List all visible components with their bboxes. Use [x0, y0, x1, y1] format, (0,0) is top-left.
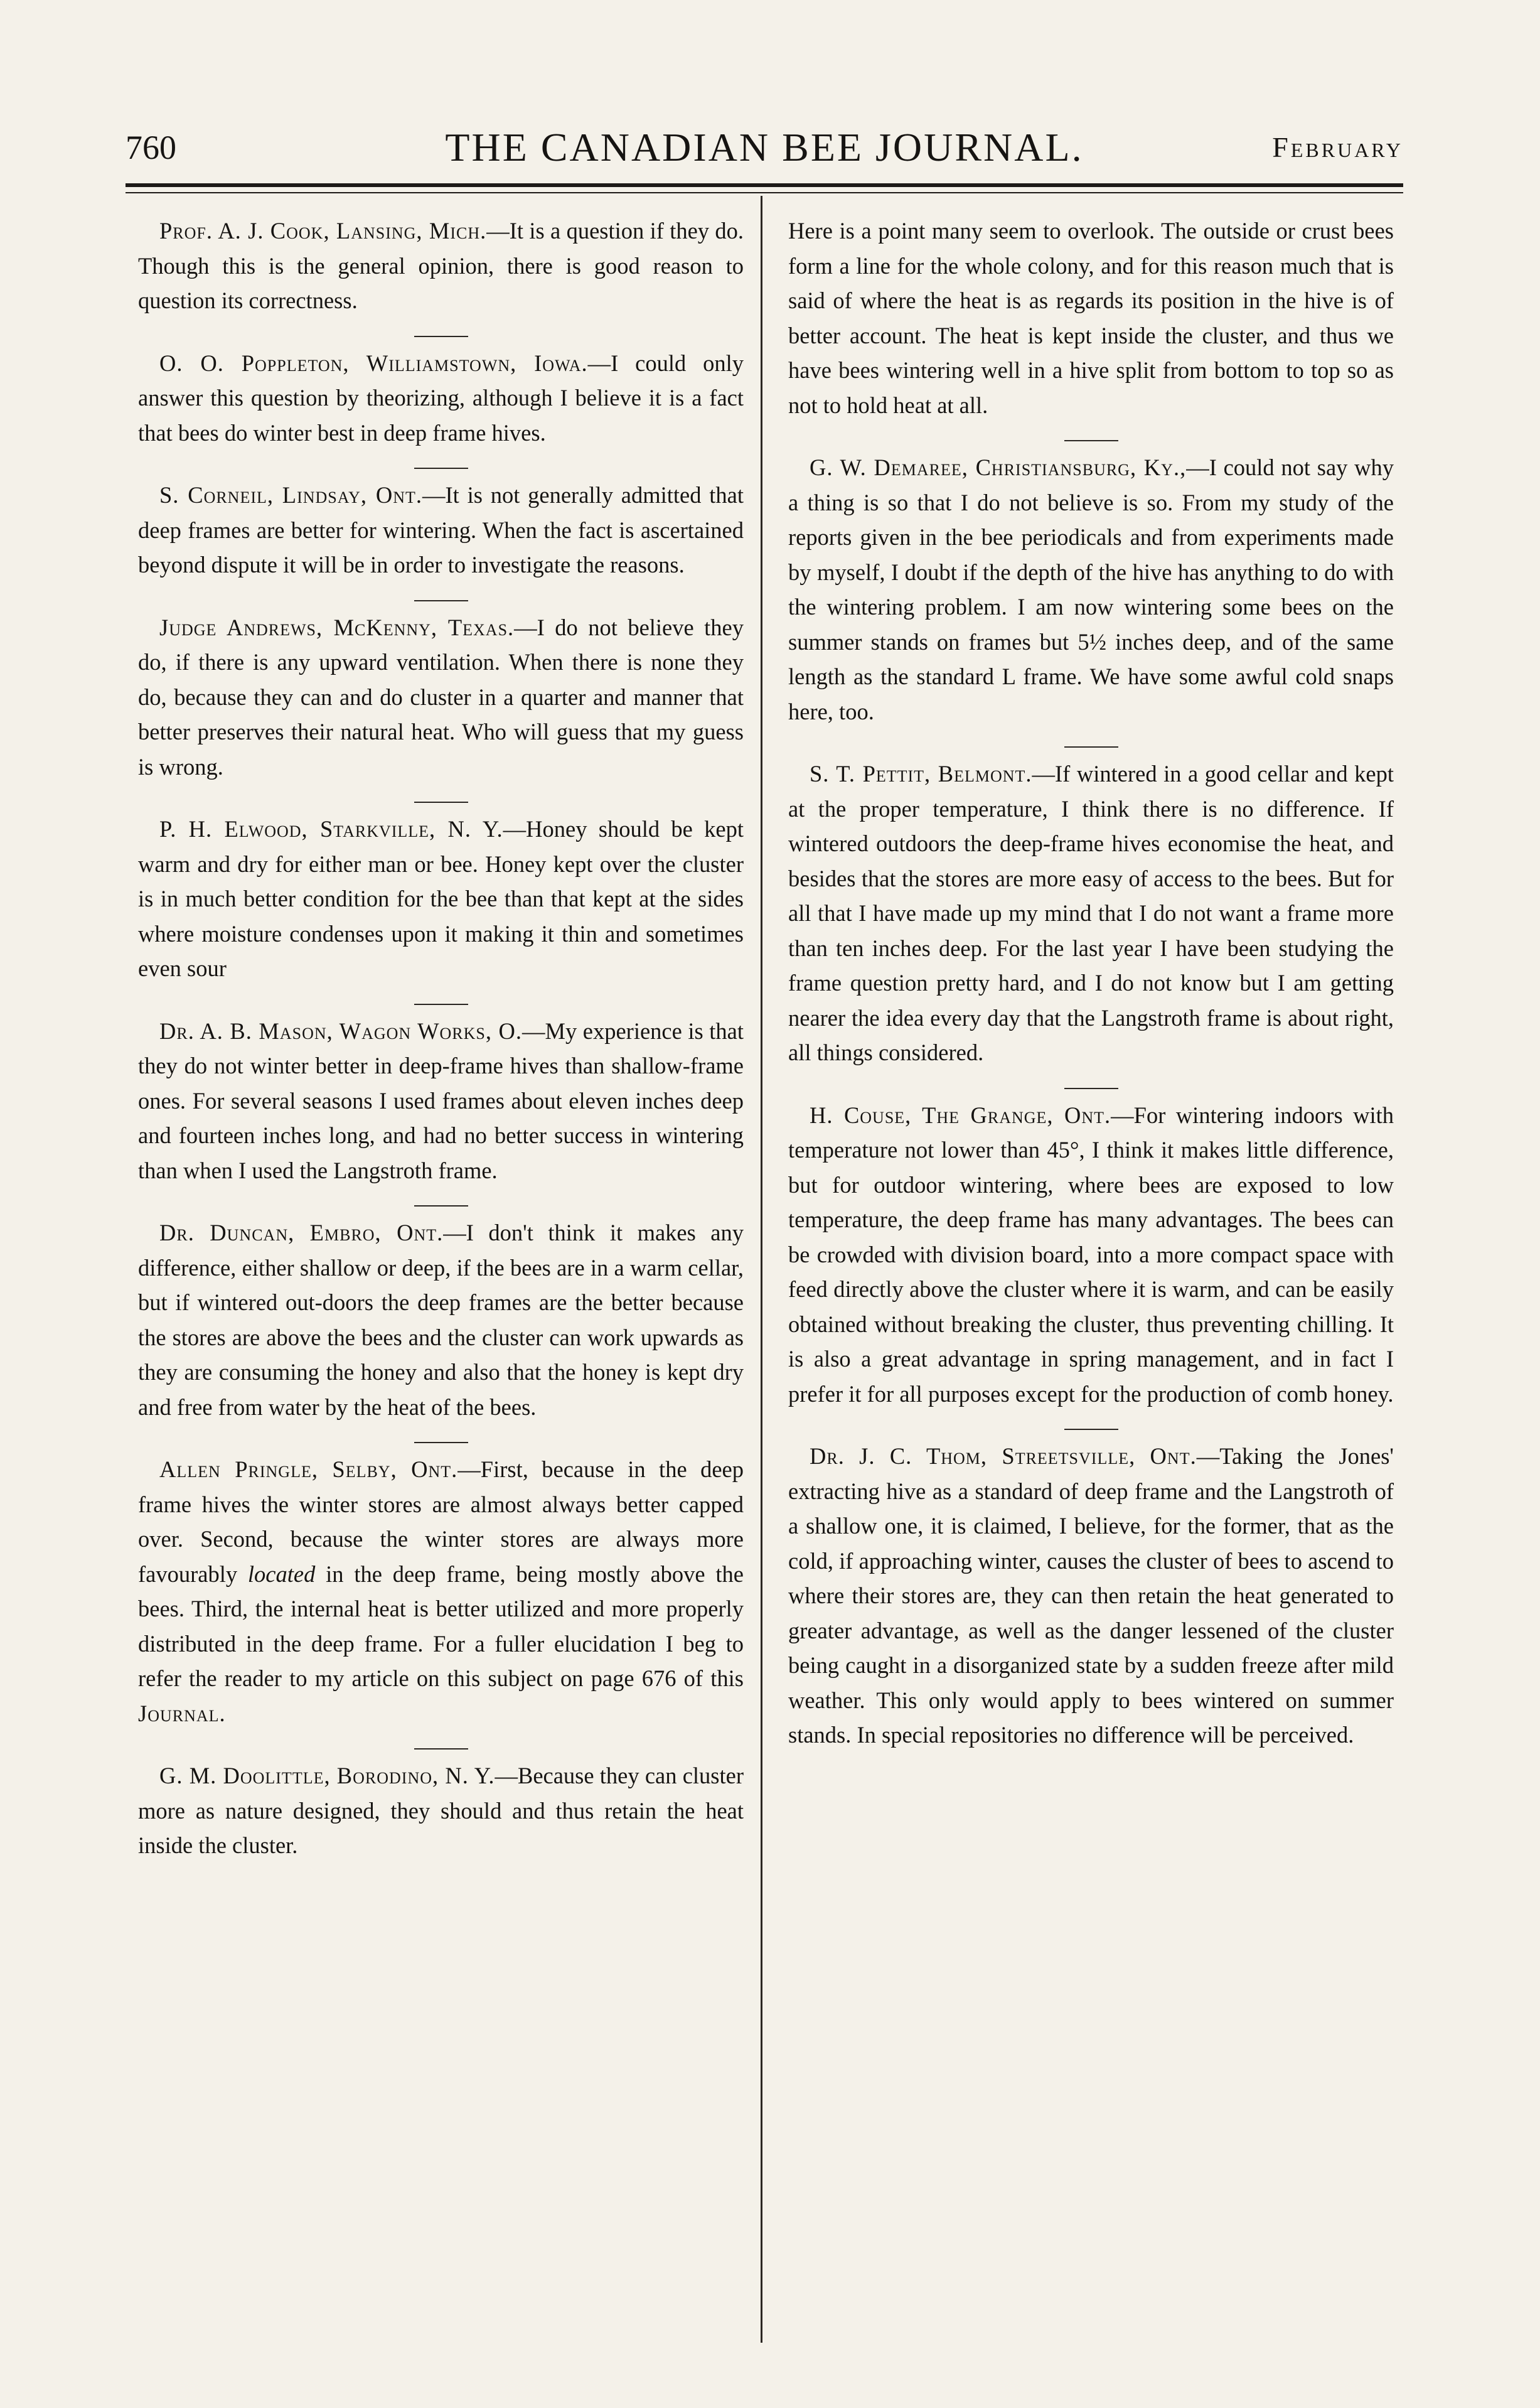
reply-text: —Honey should be kept warm and dry for either man or bee. Honey kept over the cluster is in much better condition for the bee than that kept at the sides where moisture condenses upon it making it thin and sometimes even sour — [138, 816, 744, 981]
header-rule-thick — [126, 183, 1403, 187]
reply-text: . — [219, 1700, 225, 1726]
reply-text: —It is not generally admitted that deep frames are better for wintering. When the fact is ascertained beyond dispute it will be in order to investigate the reasons. — [138, 482, 744, 578]
journal-title: THE CANADIAN BEE JOURNAL. — [445, 125, 1084, 169]
reply-text: —For wintering indoors with temperature not lower than 45°, I think it makes little difference, but for outdoor wintering, where bees are exposed to low temperature, the deep frame has many advantages. The bees can be crowded with division board, into a more compact space with feed directly above the cluster where it is warm, and can be easily obtained without breaking the cluster, thus preventing chilling. It is also a great advantage in spring management, and in fact I prefer it for all purposes except for the production of comb honey. — [788, 1102, 1394, 1407]
author-name: Dr. J. C. Thom, Streetsville, Ont. — [810, 1443, 1197, 1469]
reply-text: —I could not say why a thing is so that I do not believe is so. From my study of the reports given in the bee periodicals and from experiments made by myself, I doubt if the depth of the hive has anything to do with the wintering problem. I am now wintering some bees on the summer stands on frames but 5½ inches deep, and of the same length as the standard L frame. We have some awful cold snaps here, too. — [788, 454, 1394, 724]
separator-rule — [414, 1205, 468, 1207]
reply-text: —My experience is that they do not winter better in deep-frame hives than shallow-frame ones. For several seasons I used frames about eleven inches deep and fourteen inches long, and had no better success in wintering than when I used the Langstroth frame. — [138, 1018, 744, 1183]
right-column — [788, 213, 1394, 1770]
reply-mason — [138, 1014, 744, 1188]
reply-text: in the deep frame, being mostly above the bees. Third, the internal heat is better utilized and more properly distributed in the deep frame. For a fuller elucidation I beg to refer the reader to my article on this subject on page 676 of this — [138, 1561, 744, 1691]
italic-word: located — [247, 1561, 316, 1587]
reply-text: —First, because in the deep frame hives the winter stores are almost always better capped over. Second, because the winter stores are always more favourably — [138, 1456, 744, 1587]
reply-demaree — [788, 450, 1394, 729]
separator-rule — [1064, 1429, 1118, 1430]
reply-elwood — [138, 812, 744, 986]
author-name: G. M. Doolittle, Borodino, N. Y. — [159, 1763, 495, 1788]
page-number: 760 — [126, 129, 176, 166]
separator-rule — [1064, 746, 1118, 748]
separator-rule — [414, 336, 468, 337]
author-name: S. Corneil, Lindsay, Ont. — [159, 482, 422, 508]
reply-text: —If wintered in a good cellar and kept at the proper temperature, I think there is no difference. If wintered outdoors the deep-frame hives economise the heat, and besides that the stores are more easy of access to the bees. But for all that I have made up my mind that I do not want a frame more than ten inches deep. For the last year I have been studying the frame question pretty hard, and I do not know but I am getting nearer the idea every day that the Langstroth frame is about right, all things considered. — [788, 761, 1394, 1065]
reply-cook — [138, 213, 744, 318]
author-name: O. O. Poppleton, Williamstown, Iowa. — [159, 350, 588, 376]
author-name: Prof. A. J. Cook, Lansing, Mich. — [159, 218, 487, 244]
author-name: H. Couse, The Grange, Ont. — [810, 1102, 1111, 1128]
reply-text: —I could only answer this question by theorizing, although I believe it is a fact that bees do winter best in deep frame hives. — [138, 350, 744, 446]
author-name: S. T. Pettit, Belmont. — [810, 761, 1032, 787]
reply-doolittle — [138, 1758, 744, 1863]
author-name: Dr. Duncan, Embro, Ont. — [159, 1220, 444, 1245]
separator-rule — [414, 1004, 468, 1005]
reply-thom — [788, 1439, 1394, 1753]
reply-couse — [788, 1098, 1394, 1412]
author-name: G. W. Demaree, Christiansburg, Ky., — [810, 454, 1187, 480]
reply-pringle — [138, 1452, 744, 1731]
reply-duncan — [138, 1215, 744, 1424]
separator-rule — [414, 468, 468, 469]
author-name: Dr. A. B. Mason, Wagon Works, O. — [159, 1018, 523, 1044]
reply-text: —Taking the Jones' extracting hive as a standard of deep frame and the Langstroth of a shallow one, it is claimed, I believe, for the former, that as the cold, if approaching winter, causes the cluster of bees to ascend to where their stores are, they can then retain the heat generated to greater advantage, as well as the danger lessened of the cluster being caught in a disorganized state by a sudden freeze after mild weather. This only would apply to bees wintered on summer stands. In special repositories no difference will be perceived. — [788, 1443, 1394, 1748]
page-header — [126, 123, 1403, 180]
header-rule-thin — [126, 192, 1403, 193]
reply-pettit — [788, 756, 1394, 1070]
separator-rule — [1064, 1088, 1118, 1089]
separator-rule — [1064, 440, 1118, 441]
left-column — [138, 213, 744, 1881]
reply-text: —Because they can cluster more as nature designed, they should and thus retain the heat inside the cluster. — [138, 1763, 744, 1858]
reply-andrews — [138, 610, 744, 785]
separator-rule — [414, 1442, 468, 1443]
author-name: Allen Pringle, Selby, Ont. — [159, 1456, 458, 1482]
reply-text: Here is a point many seem to overlook. The outside or crust bees form a line for the whole colony, and for this reason much that is said of where the heat is as regards its position in the hive is of better account. The heat is kept inside the cluster, and thus we have bees wintering well in a hive split from bottom to top so as not to hold heat at all. — [788, 218, 1394, 418]
reply-corneil — [138, 478, 744, 583]
author-name: Judge Andrews, McKenny, Texas. — [159, 614, 515, 640]
separator-rule — [414, 802, 468, 803]
reply-poppleton — [138, 346, 744, 451]
journal-word: Journal — [138, 1700, 220, 1726]
column-divider — [761, 196, 762, 2343]
reply-text: —It is a question if they do. Though this is the general opinion, there is good reason to question its correctness. — [138, 218, 744, 313]
reply-doolittle-continued — [788, 213, 1394, 422]
reply-text: —I don't think it makes any difference, either shallow or deep, if the bees are in a warm cellar, but if wintered out-doors the deep frames are the better because the stores are above the bees and the cluster can work upwards as they are consuming the honey and also that the honey is kept dry and free from water by the heat of the bees. — [138, 1220, 744, 1420]
author-name: P. H. Elwood, Starkville, N. Y. — [159, 816, 503, 842]
issue-month: February — [1272, 131, 1403, 163]
separator-rule — [414, 600, 468, 601]
reply-text: —I do not believe they do, if there is any upward ventilation. When there is none they do, because they can and do cluster in a quarter and manner that better preserves their natural heat. Who will guess that my guess is wrong. — [138, 614, 744, 780]
separator-rule — [414, 1748, 468, 1750]
